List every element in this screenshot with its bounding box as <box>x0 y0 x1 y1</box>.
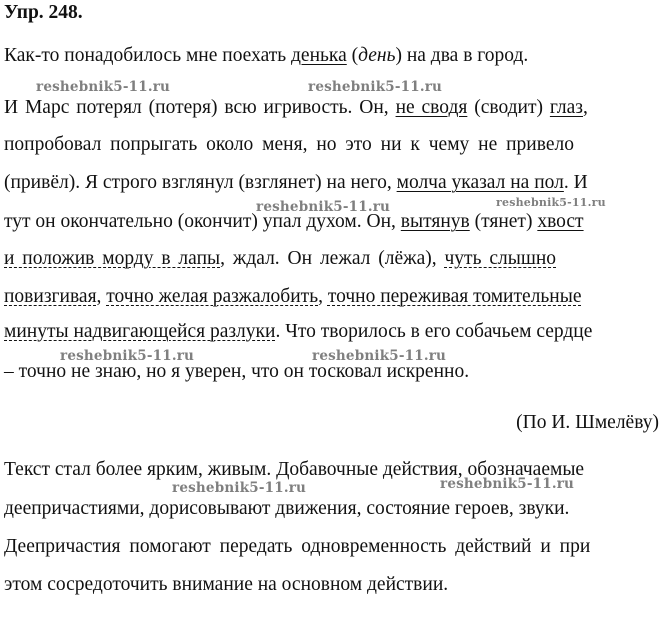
paragraph-line <box>4 210 584 234</box>
paragraph-line <box>4 96 588 120</box>
text-run: И Марс потерял (потеря) всю игривость. Он, <box>4 97 396 118</box>
underlined-word: вытянув <box>400 211 470 232</box>
underlined-word: денька <box>291 45 347 66</box>
paragraph-line: попробовал попрыгать около меня, но это ни к чему не привело <box>4 134 574 155</box>
text-run: . Что творилось в его собачьем сердце <box>275 321 593 342</box>
text-run: , <box>96 286 107 307</box>
watermark: reshebnik5-11.ru <box>60 348 195 364</box>
conclusion-line: Деепричастия помогают передать одновременность действий и при <box>4 536 591 557</box>
text-run: ( <box>346 45 359 66</box>
paragraph-line <box>4 285 582 309</box>
paragraph-line <box>4 171 588 195</box>
underlined-phrase: не сводя <box>395 97 468 118</box>
underlined-word: хвост <box>537 211 584 232</box>
italic-word: день <box>358 45 396 66</box>
dashed-phrase: точно переживая томительные <box>327 286 582 307</box>
text-run: Как-то понадобилось мне поехать <box>4 45 292 66</box>
text-run: (сводит) <box>467 97 550 118</box>
paragraph-line <box>4 247 556 271</box>
watermark: reshebnik5-11.ru <box>256 199 391 215</box>
dashed-phrase: и положив морду в лапы <box>4 248 221 269</box>
paragraph-line <box>4 320 592 344</box>
dashed-phrase: минуты надвигающейся разлуки <box>4 321 276 342</box>
text-run: . И <box>563 172 588 193</box>
text-run: (привёл). Я строго взглянул (взглянет) на него, <box>4 172 397 193</box>
dashed-phrase: повизгивая <box>4 286 97 307</box>
underlined-word: глаз <box>549 97 583 118</box>
watermark: reshebnik5-11.ru <box>172 480 307 496</box>
text-run: , <box>318 286 328 307</box>
source-attribution: (По И. Шмелёву) <box>516 412 659 433</box>
watermark: reshebnik5-11.ru <box>312 348 447 364</box>
text-run: , <box>583 97 588 118</box>
dashed-phrase: точно желая разжалобить <box>106 286 319 307</box>
underlined-phrase: молча указал на пол <box>396 172 564 193</box>
text-run: тут он окончательно (окончит) упал духом. Он, <box>4 211 401 232</box>
watermark: reshebnik5-11.ru <box>36 79 171 95</box>
dashed-phrase: чуть слышно <box>444 248 557 269</box>
conclusion-line: этом сосредоточить внимание на основном действии. <box>4 574 449 595</box>
watermark: reshebnik5-11.ru <box>308 79 443 95</box>
watermark: reshebnik5-11.ru <box>440 476 575 492</box>
text-run: , ждал. Он лежал (лёжа), <box>220 248 445 269</box>
conclusion-line: деепричастиями, дорисовывают движения, состояние героев, звуки. <box>4 498 570 519</box>
text-run: ) на два в город. <box>395 45 529 66</box>
paragraph-line: – точно не знаю, но я уверен, что он тосковал искренно. <box>4 361 470 382</box>
watermark: reshebnik5-11.ru <box>496 196 606 209</box>
exercise-title: Упр. 248. <box>4 2 83 23</box>
text-run: (тянет) <box>469 211 538 232</box>
sentence-1 <box>4 44 528 68</box>
conclusion-line: Текст стал более ярким, живым. Добавочные действия, обозначаемые <box>4 459 585 480</box>
